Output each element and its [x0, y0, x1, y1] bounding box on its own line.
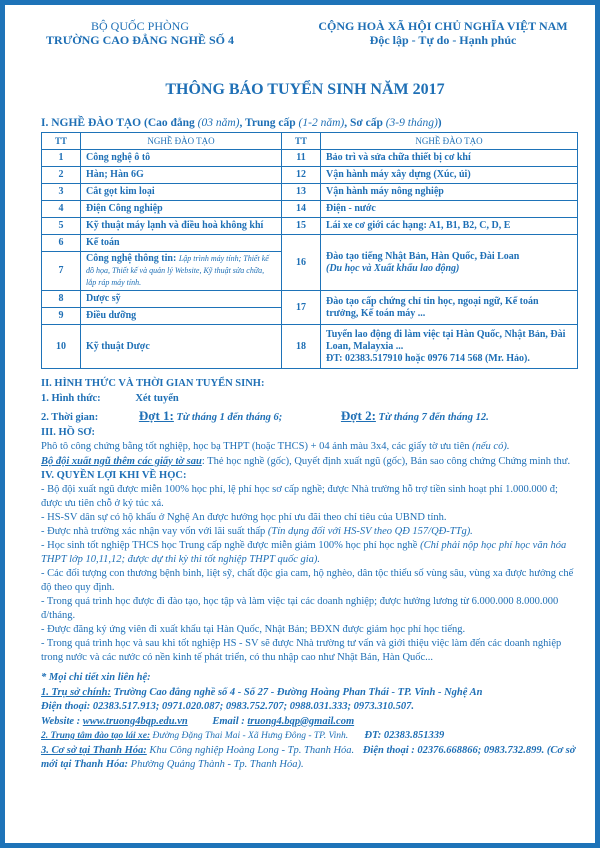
row-number: 11 [282, 150, 321, 167]
table-row [42, 291, 578, 308]
nation-name: CỘNG HOÀ XÃ HỘI CHỦ NGHĨA VIỆT NAM [318, 19, 568, 33]
section1-tc: (1-2 năm) [298, 117, 345, 129]
col-nghe-right: NGHỀ ĐÀO TẠO [321, 133, 578, 150]
time-line [41, 409, 581, 426]
thanhhoa-phone: 02376.668866; 0983.732.899. [417, 744, 545, 756]
contact-thanhhoa [41, 744, 581, 773]
col-tt-left: TT [42, 133, 81, 150]
contact-hq [41, 686, 581, 701]
dossier-text: Phô tô công chứng bằng tốt nghiệp, học bạ THPT (hoặc THCS) + 04 ảnh màu 3x4, các giấy tờ ưu tiên [41, 441, 470, 452]
benefit-note: (Tín dụng đối với HS-SV theo QĐ 157/QĐ-TTg). [267, 526, 473, 537]
col-nghe-left: NGHỀ ĐÀO TẠO [81, 133, 282, 150]
program-name: Kỹ thuật Dược [81, 325, 282, 369]
row-number: 17 [282, 291, 321, 325]
form-value: Xét tuyển [135, 392, 179, 404]
table-row [42, 184, 578, 201]
dossier-line1 [41, 440, 581, 455]
benefit-item: - Bộ đội xuất ngũ được miễn 100% học phí, lệ phí học sơ cấp nghề; được Nhà trường hỗ trợ tiền sinh hoạt phí 1.000.000 đ; được ưu tiên chỗ ở ký túc xá. [41, 484, 558, 509]
veteran-label: Bộ đội xuất ngũ thêm các giấy tờ sau [41, 455, 202, 467]
program-name: Kế toán [81, 235, 282, 252]
row-number: 10 [42, 325, 81, 369]
thanhhoa-label: 3. Cơ sở tại Thanh Hóa: [41, 744, 147, 756]
header-right [293, 19, 593, 47]
section4-heading: IV. QUYỀN LỢI KHI VỀ HỌC: [41, 469, 187, 481]
section1-mid1: , Trung cấp [239, 117, 299, 129]
header-left [35, 19, 245, 47]
hq-label: 1. Trụ sở chính: [41, 686, 112, 698]
section1-mid2: , Sơ cấp [344, 117, 386, 129]
website-link[interactable]: www.truong4bqp.edu.vn [82, 715, 188, 727]
row-number: 5 [42, 218, 81, 235]
thanhhoa-phone-label: Điện thoại : [362, 744, 415, 756]
col-tt-right: TT [282, 133, 321, 150]
driving-address: Đường Đặng Thai Mai - Xã Hưng Đông - TP. Vinh. [152, 731, 349, 741]
program-name: Bảo trì và sửa chữa thiết bị cơ khí [321, 150, 578, 167]
benefit-item [41, 539, 581, 567]
benefit-note: (Chỉ phải nộp học phí học văn hóa THPT lớp 10,11,12; được dự thi kỳ thi tốt nghiệp THPT quốc gia). [41, 540, 567, 565]
benefit-text: - Được nhà trường xác nhận vay vốn với lãi suất thấp [41, 526, 266, 537]
benefit-item: - Trong quá trình học và sau khi tốt nghiệp HS - SV sẽ được Nhà trường tư vấn và giới thiệu việc làm đến các doanh nghiệp trong nước và các nước có nền kinh tế phát triển, có thu nhập cao như Nhật Bản, Hàn Quốc... [41, 638, 562, 663]
benefit-text: - Học sinh tốt nghiệp THCS học Trung cấp nghề được miễn giảm 100% học phí học nghề [41, 540, 418, 551]
benefit-item: - HS-SV dân sự có hộ khẩu ở Nghệ An được hưởng học phí ưu đãi theo chỉ tiêu của UBND tỉnh. [41, 512, 447, 523]
contact-driving [41, 729, 581, 744]
program-name: Vận hành máy xây dựng (Xúc, ủi) [321, 167, 578, 184]
ministry-name: BỘ QUỐC PHÒNG [90, 19, 189, 33]
hq-phone: Điện thoại: 02383.517.913; 0971.020.087; 0983.752.707; 0988.031.333; 0973.310.507. [41, 701, 415, 712]
row-number: 16 [282, 235, 321, 291]
program-name: Điều dưỡng [81, 308, 282, 325]
section2-heading: II. HÌNH THỨC VÀ THỜI GIAN TUYỂN SINH: [41, 378, 265, 389]
section1-suffix: ) [437, 117, 442, 129]
email-link[interactable]: truong4.bqp@gmail.com [247, 715, 355, 727]
page-title: THÔNG BÁO TUYỂN SINH NĂM 2017 [165, 81, 445, 98]
notice-body [41, 377, 581, 773]
section3-heading: III. HỒ SƠ: [41, 426, 95, 438]
program-name: Đào tạo cấp chứng chỉ tin học, ngoại ngữ, Kế toán trưởng, Kế toán máy ... [321, 291, 578, 325]
program-note: (Du học và Xuất khẩu lao động) [326, 262, 460, 274]
program-name: Lái xe cơ giới các hạng: A1, B1, B2, C, D, E [321, 218, 578, 235]
row-number: 4 [42, 201, 81, 218]
row-number: 15 [282, 218, 321, 235]
program-name: Hàn; Hàn 6G [81, 167, 282, 184]
dot2-label: Đợt 2: [340, 408, 376, 423]
dot1-text: Từ tháng 1 đến tháng 6; [176, 412, 283, 423]
dossier-note: (nếu có). [472, 441, 510, 452]
web-label: Website : [41, 715, 81, 727]
program-title: Đào tạo tiếng Nhật Bản, Hàn Quốc, Đài Loan [326, 250, 520, 262]
web-line [41, 715, 581, 730]
section1-sc: (3-9 tháng) [385, 117, 438, 129]
row-number: 14 [282, 201, 321, 218]
program-title: Tuyển lao động đi làm việc tại Hàn Quốc, Nhật Bản, Đài Loan, Malayxia ... [326, 328, 566, 352]
motto: Độc lập - Tự do - Hạnh phúc [369, 33, 517, 47]
benefit-item: - Trong quá trình học được đi đào tạo, học tập và làm việc tại các doanh nghiệp; được hưởng lương từ 6.000.000 8.000.000 đ/tháng. [41, 596, 559, 621]
program-note: ĐT: 02383.517910 hoặc 0976 714 568 (Mr. Hảo). [326, 352, 530, 364]
program-name: Cắt gọt kim loại [81, 184, 282, 201]
row-number: 1 [42, 150, 81, 167]
table-row [42, 167, 578, 184]
dot2-text: Từ tháng 7 đến tháng 12. [378, 412, 489, 423]
program-name: Điện - nước [321, 201, 578, 218]
veteran-text: : Thẻ học nghề (gốc), Quyết định xuất ngũ (gốc), Bản sao công chứng Chứng minh thư. [201, 455, 571, 467]
section1-cd: (03 năm) [197, 117, 240, 129]
contact-heading: * Mọi chi tiết xin liên hệ: [41, 672, 151, 683]
dot1-label: Đợt 1: [138, 408, 174, 423]
table-header-row [42, 133, 578, 150]
table-row [42, 235, 578, 252]
school-name: TRƯỜNG CAO ĐẲNG NGHỀ SỐ 4 [46, 33, 234, 47]
section1-heading [41, 117, 442, 129]
program-name: Kỹ thuật máy lạnh và điều hoà không khí [81, 218, 282, 235]
form-label: 1. Hình thức: [41, 392, 101, 404]
driving-phone: ĐT: 02383.851339 [364, 730, 445, 741]
program-name [81, 252, 282, 291]
row-number: 18 [282, 325, 321, 369]
hq-address: Trường Cao đẳng nghề số 4 - Số 27 - Đường Hoàng Phan Thái - TP. Vinh - Nghệ An [113, 686, 483, 698]
row-number: 7 [42, 252, 81, 291]
program-name: Dược sỹ [81, 291, 282, 308]
dossier-line2 [41, 455, 581, 469]
table-row [42, 150, 578, 167]
row-number: 12 [282, 167, 321, 184]
benefit-item [41, 525, 581, 539]
row-number: 3 [42, 184, 81, 201]
thanhhoa-new-address: Phường Quảng Thành - Tp. Thanh Hóa). [130, 759, 304, 770]
table-row [42, 218, 578, 235]
program-name: Công nghệ ô tô [81, 150, 282, 167]
benefit-item: - Các đối tượng con thương bệnh binh, liệt sỹ, chất độc gia cam, hộ nghèo, dân tộc thiểu số vùng sâu, vùng xa được hưởng chế độ theo quy định. [41, 568, 574, 593]
program-table [41, 132, 578, 369]
program-name [321, 235, 578, 291]
driving-label: 2. Trung tâm đào tạo lái xe: [41, 731, 151, 741]
program-note: Lập trình máy tính; Thiết kế đồ họa, Thiết kế và quản lý Website, Kỹ thuật sửa chữa, lắp ráp máy tính. [86, 254, 269, 287]
section1-prefix: I. NGHỀ ĐÀO TẠO (Cao đẳng [41, 117, 198, 129]
email-label: Email : [212, 715, 245, 727]
row-number: 2 [42, 167, 81, 184]
table-row [42, 325, 578, 369]
row-number: 9 [42, 308, 81, 325]
benefit-item: - Được đăng ký ứng viên đi xuất khẩu tại Hàn Quốc, Nhật Bản; BĐXN được giảm học phí học tiếng. [41, 624, 466, 635]
program-name: Điện Công nghiệp [81, 201, 282, 218]
thanhhoa-address: Khu Công nghiệp Hoàng Long - Tp. Thanh Hóa. [149, 744, 355, 756]
program-title: Công nghệ thông tin: [86, 253, 177, 264]
time-label: 2. Thời gian: [41, 412, 99, 423]
row-number: 13 [282, 184, 321, 201]
thanhhoa-new-label: (Cơ sở mới tại Thanh Hóa: [41, 744, 576, 770]
table-row [42, 201, 578, 218]
program-name: Vận hành máy nông nghiệp [321, 184, 578, 201]
row-number: 6 [42, 235, 81, 252]
program-name [321, 325, 578, 369]
row-number: 8 [42, 291, 81, 308]
form-line [41, 392, 581, 407]
